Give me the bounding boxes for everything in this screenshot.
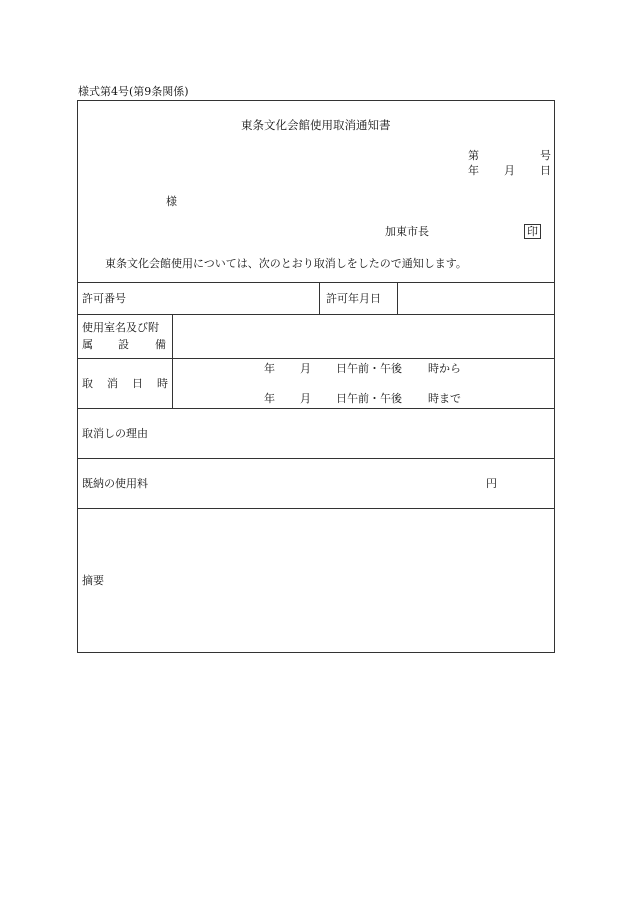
fee-label: 既納の使用料 <box>82 477 148 490</box>
time-to-day-ampm: 日午前・午後 <box>336 392 402 405</box>
column-divider <box>319 282 320 314</box>
cancel-time-label-char: 取 <box>82 377 93 390</box>
row-divider <box>77 314 555 315</box>
body-text: 東条文化会館使用については、次のとおり取消しをしたので通知します。 <box>105 257 467 270</box>
time-from-month: 月 <box>300 362 311 375</box>
fee-unit: 円 <box>486 477 497 490</box>
time-from-year: 年 <box>264 362 275 375</box>
issuer-name: 加東市長 <box>385 225 429 238</box>
time-to-year: 年 <box>264 392 275 405</box>
permit-date-label: 許可年月日 <box>326 292 381 305</box>
reason-label: 取消しの理由 <box>82 427 148 440</box>
row-divider <box>77 458 555 459</box>
row-divider <box>77 282 555 283</box>
column-divider <box>172 314 173 408</box>
seal-mark: 印 <box>524 224 541 239</box>
permit-number-label: 許可番号 <box>82 292 126 305</box>
room-label-char: 設 <box>118 338 129 351</box>
row-divider <box>77 358 555 359</box>
cancel-time-label-char: 消 <box>107 377 118 390</box>
time-to-hour: 時まで <box>428 392 461 405</box>
room-label-char: 属 <box>82 338 93 351</box>
form-frame <box>77 100 555 653</box>
cancel-time-label-char: 時 <box>157 377 168 390</box>
cancel-time-label-char: 日 <box>132 377 143 390</box>
time-from-day-ampm: 日午前・午後 <box>336 362 402 375</box>
room-label-line1: 使用室名及び附 <box>82 321 159 334</box>
addressee-suffix: 様 <box>166 195 177 208</box>
form-code: 様式第4号(第9条関係) <box>78 85 189 98</box>
column-divider <box>397 282 398 314</box>
date-year: 年 <box>468 164 479 177</box>
doc-number-suffix: 号 <box>540 149 551 162</box>
form-title: 東条文化会館使用取消通知書 <box>241 118 391 132</box>
date-day: 日 <box>540 164 551 177</box>
room-label-char: 備 <box>155 338 166 351</box>
doc-number-prefix: 第 <box>468 149 479 162</box>
time-to-month: 月 <box>300 392 311 405</box>
date-month: 月 <box>504 164 515 177</box>
row-divider <box>77 508 555 509</box>
time-from-hour: 時から <box>428 362 461 375</box>
remarks-label: 摘要 <box>82 574 104 587</box>
row-divider <box>77 408 555 409</box>
